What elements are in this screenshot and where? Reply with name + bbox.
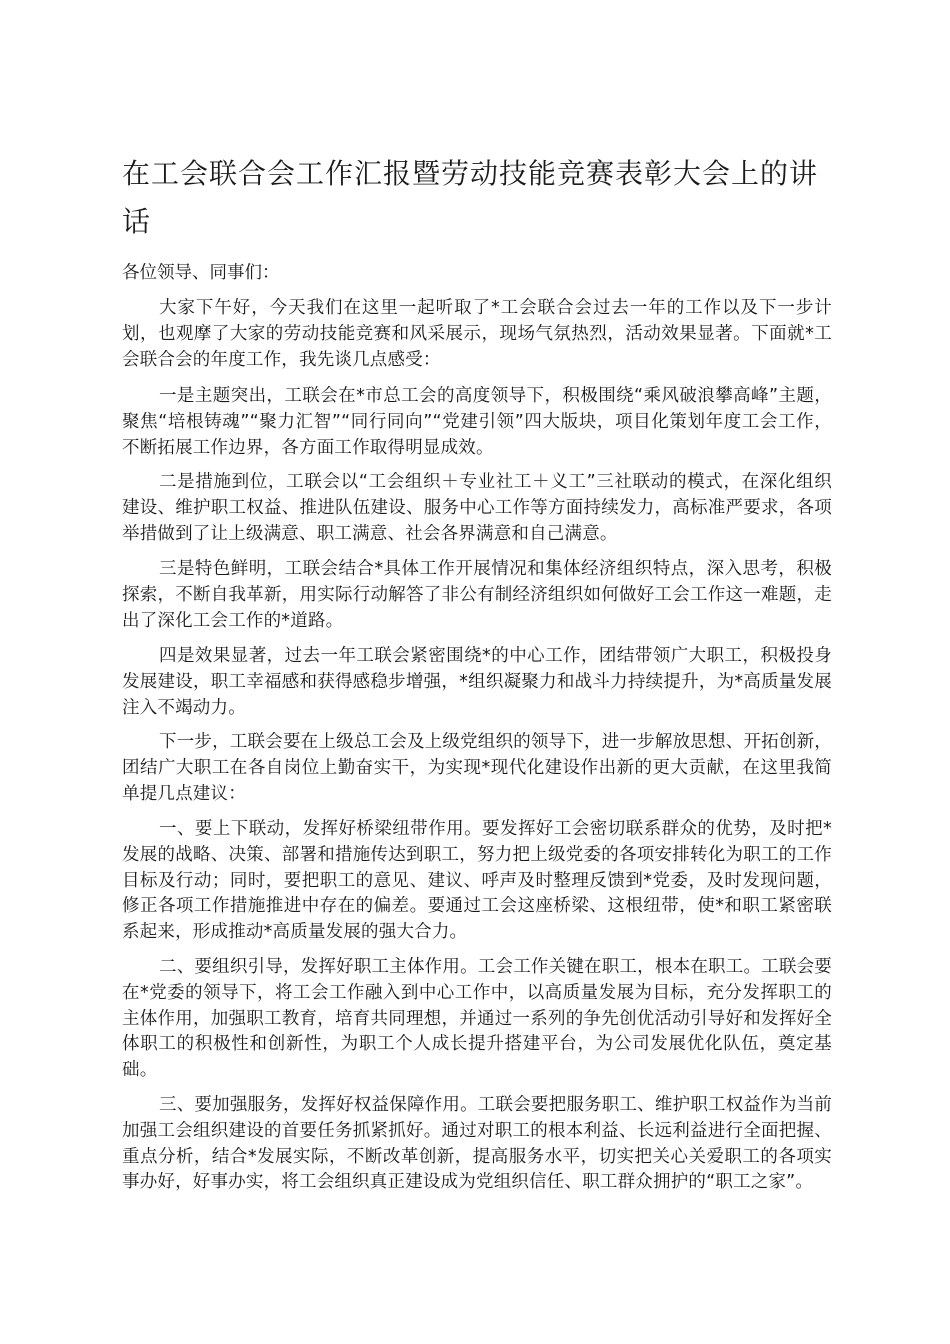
salutation: 各位领导、同事们：: [122, 263, 280, 283]
paragraph-point-1: 一是主题突出，工联会在*市总工会的高度领导下，积极围绕“乘风破浪攀高峰”主题，聚焦“培根铸魂”“聚力汇智”“同行同向”“党建引领”四大版块，项目化策划年度工会工作，不断拓展工作边界，各方面工作取得明显成效。: [122, 386, 832, 458]
paragraph-point-4: 四是效果显著，过去一年工联会紧密围绕*的中心工作，团结带领广大职工，积极投身发展建设，职工幸福感和获得感稳步增强，*组织凝聚力和战斗力持续提升，为*高质量发展注入不竭动力。: [122, 646, 832, 718]
paragraph-point-2: 二是措施到位，工联会以“工会组织＋专业社工＋义工”三社联动的模式，在深化组织建设、维护职工权益、推进队伍建设、服务中心工作等方面持续发力，高标准严要求，各项举措做到了让上级满意、职工满意、社会各界满意和自己满意。: [122, 472, 832, 544]
paragraph-point-3: 三是特色鲜明，工联会结合*具体工作开展情况和集体经济组织特点，深入思考，积极探索，不断自我革新，用实际行动解答了非公有制经济组织如何做好工会工作这一难题，走出了深化工会工作的*道路。: [122, 559, 832, 631]
paragraph-suggestion-1: 一、要上下联动，发挥好桥梁纽带作用。要发挥好工会密切联系群众的优势，及时把*发展的战略、决策、部署和措施传达到职工，努力把上级党委的各项安排转化为职工的工作目标及行动；同时，要把职工的意见、建议、呼声及时整理反馈到*党委，及时发现问题，修正各项工作措施推进中存在的偏差。要通过工会这座桥梁、这根纽带，使*和职工紧密联系起来，形成推动*高质量发展的强大合力。: [122, 819, 832, 943]
paragraph-next-steps: 下一步，工联会要在上级总工会及上级党组织的领导下，进一步解放思想、开拓创新，团结广大职工在各自岗位上勤奋实干，为实现*现代化建设作出新的更大贡献，在这里我简单提几点建议：: [122, 732, 832, 804]
paragraph-suggestion-2: 二、要组织引导，发挥好职工主体作用。工会工作关键在职工，根本在职工。工联会要在*党委的领导下，将工会工作融入到中心工作中，以高质量发展为目标，充分发挥职工的主体作用，加强职工教育，培育共同理想，并通过一系列的争先创优活动引导好和发挥好全体职工的积极性和创新性，为职工个人成长提升搭建平台，为公司发展优化队伍，奠定基础。: [122, 957, 832, 1081]
paragraph-suggestion-3: 三、要加强服务，发挥好权益保障作用。工联会要把服务职工、维护职工权益作为当前加强工会组织建设的首要任务抓紧抓好。通过对职工的根本利益、长远利益进行全面把握、重点分析，结合*发展实际，不断改革创新，提高服务水平，切实把关心关爱职工的各项实事办好，好事办实，将工会组织真正建设成为党组织信任、职工群众拥护的“职工之家”。: [122, 1095, 832, 1193]
document-title: 在工会联合会工作汇报暨劳动技能竞赛表彰大会上的讲话: [122, 157, 819, 238]
paragraph-intro: 大家下午好，今天我们在这里一起听取了*工会联合会过去一年的工作以及下一步计划，也观摩了大家的劳动技能竞赛和风采展示，现场气氛热烈，活动效果显著。下面就*工会联合会的年度工作，我先谈几点感受：: [122, 298, 832, 370]
